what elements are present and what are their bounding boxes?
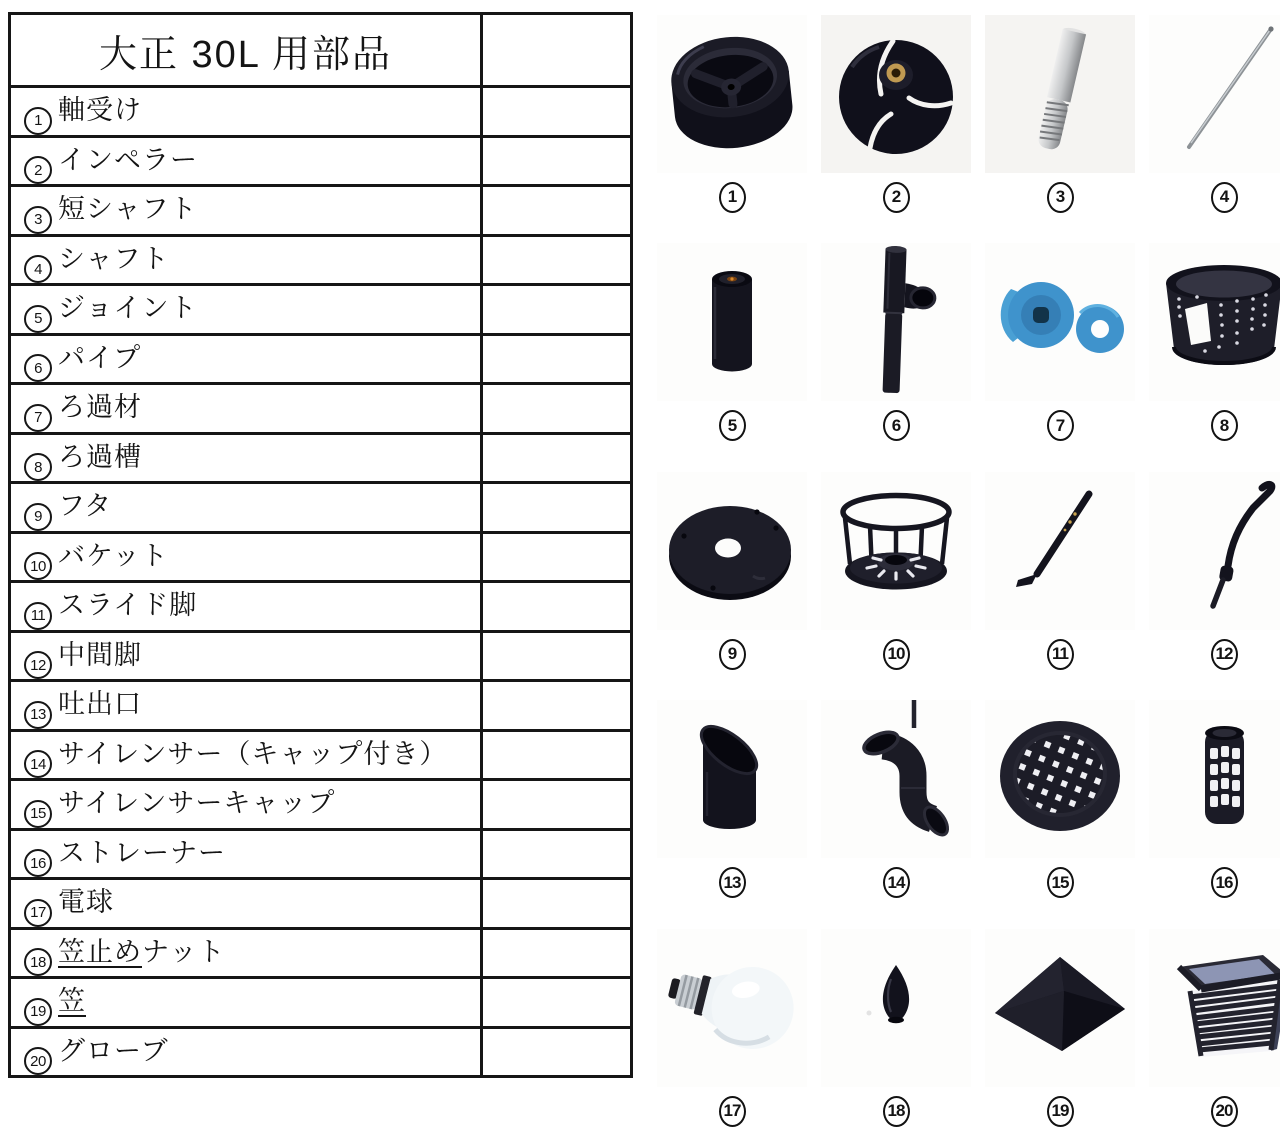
row-number-badge: 10 — [24, 552, 52, 580]
table-row — [10, 235, 632, 285]
gallery-cell — [978, 0, 1142, 229]
blank-cell — [482, 730, 632, 780]
blank-cell — [482, 780, 632, 830]
row-number-badge: 20 — [24, 1047, 52, 1075]
outlet-photo — [657, 700, 807, 858]
pipe-photo — [821, 243, 971, 401]
filter-tank-photo — [1149, 243, 1280, 401]
gallery-cell — [650, 457, 814, 686]
row-label: 中間脚 — [58, 639, 142, 670]
row-label: ナット — [142, 936, 226, 967]
row-number-badge: 19 — [24, 998, 52, 1026]
blank-cell — [482, 928, 632, 978]
lid-photo — [657, 472, 807, 630]
gallery-cell — [650, 686, 814, 915]
row-label-underlined: 笠 — [58, 986, 86, 1016]
row-number-badge: 1 — [24, 107, 52, 135]
blank-cell — [482, 829, 632, 879]
photo-number-badge: 18 — [883, 1096, 910, 1127]
row-label: フタ — [58, 491, 113, 521]
row-number-badge: 15 — [24, 800, 52, 828]
row-number-badge: 3 — [24, 206, 52, 234]
table-row — [10, 978, 632, 1028]
gallery-cell — [814, 914, 978, 1143]
row-number-badge: 16 — [24, 849, 52, 877]
photo-number-badge: 14 — [883, 867, 910, 898]
photo-number-badge: 1 — [719, 182, 746, 213]
gallery-cell — [650, 229, 814, 458]
gallery-cell — [978, 229, 1142, 458]
globe-photo — [1149, 929, 1280, 1087]
row-label: インペラー — [58, 144, 198, 175]
row-label: ジョイント — [58, 293, 198, 323]
parts-table — [8, 12, 633, 1078]
row-label: バケット — [58, 540, 169, 571]
light-bulb-photo — [657, 929, 807, 1087]
table-row — [10, 136, 632, 186]
row-number-badge: 8 — [24, 453, 52, 481]
photo-number-badge: 12 — [1211, 639, 1238, 670]
blank-cell — [482, 681, 632, 731]
row-label: 短シャフト — [58, 194, 198, 224]
shade-nut-photo — [821, 929, 971, 1087]
shaft-photo — [1149, 15, 1280, 173]
blank-cell — [482, 285, 632, 335]
table-row — [10, 87, 632, 137]
gallery-cell — [650, 0, 814, 229]
row-number-badge: 11 — [24, 602, 52, 630]
table-row — [10, 1027, 632, 1077]
row-number-badge: 7 — [24, 404, 52, 432]
row-number-badge: 5 — [24, 305, 52, 333]
row-number-badge: 18 — [24, 948, 52, 976]
blank-cell — [482, 483, 632, 533]
photo-number-badge: 16 — [1211, 867, 1238, 898]
row-label: サイレンサーキャップ — [58, 788, 336, 818]
table-row — [10, 532, 632, 582]
row-label: 電球 — [58, 887, 114, 917]
table-row — [10, 334, 632, 384]
row-label: パイプ — [58, 342, 142, 373]
photo-number-badge: 10 — [883, 639, 910, 670]
table-row — [10, 582, 632, 632]
row-label: シャフト — [58, 243, 170, 274]
blank-cell — [482, 334, 632, 384]
photo-number-badge: 2 — [883, 182, 910, 213]
table-row — [10, 384, 632, 434]
row-label-underlined: 笠止め — [58, 936, 142, 967]
impeller-photo — [821, 15, 971, 173]
photo-number-badge: 17 — [719, 1096, 746, 1127]
table-header-row — [10, 14, 632, 87]
gallery-cell — [978, 914, 1142, 1143]
table-row — [10, 829, 632, 879]
photo-number-badge: 4 — [1211, 182, 1238, 213]
gallery-cell — [1142, 0, 1280, 229]
bucket-photo — [821, 472, 971, 630]
blank-cell — [482, 631, 632, 681]
blank-cell — [482, 235, 632, 285]
silencer-cap-photo — [985, 700, 1135, 858]
photo-number-badge: 15 — [1047, 867, 1074, 898]
table-title: 大正 30L 用部品 — [10, 14, 482, 87]
shade-photo — [985, 929, 1135, 1087]
row-number-badge: 6 — [24, 354, 52, 382]
photo-number-badge: 7 — [1047, 410, 1074, 441]
blank-cell — [482, 136, 632, 186]
gallery-cell — [650, 914, 814, 1143]
blank-cell — [482, 87, 632, 137]
blank-cell — [482, 582, 632, 632]
bearing-photo — [657, 15, 807, 173]
row-number-badge: 12 — [24, 651, 52, 679]
row-number-badge: 2 — [24, 156, 52, 184]
photo-number-badge: 11 — [1047, 639, 1074, 670]
row-label: 軸受け — [58, 95, 142, 125]
gallery-cell — [814, 0, 978, 229]
photo-number-badge: 8 — [1211, 410, 1238, 441]
gallery-cell — [1142, 686, 1280, 915]
joint-photo — [657, 243, 807, 401]
silencer-photo — [821, 700, 971, 858]
blank-cell — [482, 384, 632, 434]
gallery-cell — [814, 229, 978, 458]
middle-leg-photo — [1149, 472, 1280, 630]
row-number-badge: 4 — [24, 255, 52, 283]
blank-cell — [482, 433, 632, 483]
table-row — [10, 186, 632, 236]
photo-number-badge: 9 — [719, 639, 746, 670]
table-row — [10, 780, 632, 830]
gallery-cell — [978, 457, 1142, 686]
row-label: グローブ — [58, 1035, 169, 1066]
table-row — [10, 433, 632, 483]
blank-cell — [482, 186, 632, 236]
row-number-badge: 14 — [24, 750, 52, 778]
row-label: スライド脚 — [58, 590, 198, 620]
gallery-cell — [1142, 457, 1280, 686]
row-label: ろ過材 — [58, 392, 142, 422]
photo-number-badge: 13 — [719, 867, 746, 898]
table-row — [10, 285, 632, 335]
row-label: ろ過槽 — [58, 441, 142, 472]
parts-photo-gallery — [650, 0, 1280, 1143]
blank-cell — [482, 14, 632, 87]
photo-number-badge: 20 — [1211, 1096, 1238, 1127]
filter-media-photo — [985, 243, 1135, 401]
photo-number-badge: 3 — [1047, 182, 1074, 213]
blank-cell — [482, 532, 632, 582]
table-row — [10, 631, 632, 681]
photo-number-badge: 19 — [1047, 1096, 1074, 1127]
table-row — [10, 681, 632, 731]
blank-cell — [482, 879, 632, 929]
blank-cell — [482, 978, 632, 1028]
gallery-cell — [978, 686, 1142, 915]
row-number-badge: 9 — [24, 503, 52, 531]
row-label: サイレンサー（キャップ付き） — [58, 738, 448, 769]
gallery-cell — [814, 686, 978, 915]
row-number-badge: 13 — [24, 701, 52, 729]
slide-leg-photo — [985, 472, 1135, 630]
photo-number-badge: 6 — [883, 410, 910, 441]
gallery-cell — [814, 457, 978, 686]
photo-number-badge: 5 — [719, 410, 746, 441]
row-label: ストレーナー — [58, 837, 226, 868]
row-label: 吐出口 — [58, 689, 142, 719]
gallery-cell — [1142, 914, 1280, 1143]
gallery-cell — [1142, 229, 1280, 458]
blank-cell — [482, 1027, 632, 1077]
table-row — [10, 483, 632, 533]
short-shaft-photo — [985, 15, 1135, 173]
table-row — [10, 730, 632, 780]
strainer-photo — [1149, 700, 1280, 858]
table-row — [10, 879, 632, 929]
row-number-badge: 17 — [24, 899, 52, 927]
table-row — [10, 928, 632, 978]
